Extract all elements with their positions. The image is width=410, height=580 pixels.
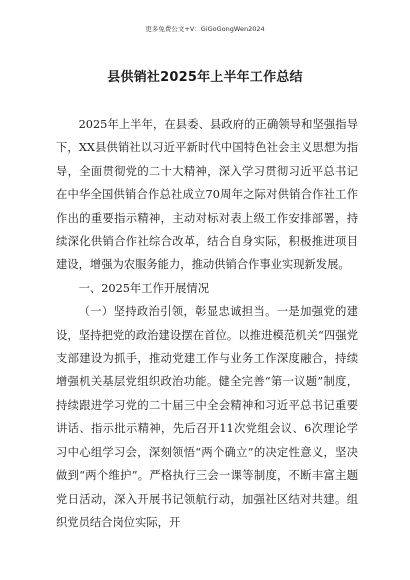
- body-paragraph: （一）坚持政治引领，彰显忠诚担当。一是加强党的建设，坚持把党的政治建设摆在首位。以推进模范机关“四强党支部建设为抓手，推动党建工作与业务工作深度融合，持续增强机关基层党组织政治功能。健全完善“第一议题”制度，持续跟进学习党的二十届三中全会精神和习近平总书记重要讲话、指示批示精神，先后召开11次党组会议、6次理论学习中心组学习会，深刻领悟“两个确立”的决定性意义，坚决做到“两个维护”。严格执行三会一课等制度，不断丰富主题党日活动，深入开展书记领航行动，加强社区结对共建。组织党员结合岗位实际，开: [56, 305, 358, 529]
- document-title: 县供销社2025年上半年工作总结: [107, 70, 303, 85]
- watermark-text: 更多免费公文+V：GiGoGongWen2024: [145, 25, 265, 33]
- section-heading: 一、2025年工作开展情况: [78, 281, 210, 295]
- document-body: [56, 113, 358, 534]
- intro-paragraph: 2025年上半年，在县委、县政府的正确领导和坚强指导下，XX县供销社以习近平新时代中国特色社会主义思想为指导，全面贯彻党的二十大精神，深入学习贯彻习近平总书记在中华全国供销合作总社成立70周年之际对供销合作社工作作出的重要指示精神，主动对标对表上级工作安排部署，持续深化供销合作社综合改革，结合自身实际，积极推进项目建设，增强为农服务能力，推动供销合作事业实现新发展。: [56, 118, 358, 272]
